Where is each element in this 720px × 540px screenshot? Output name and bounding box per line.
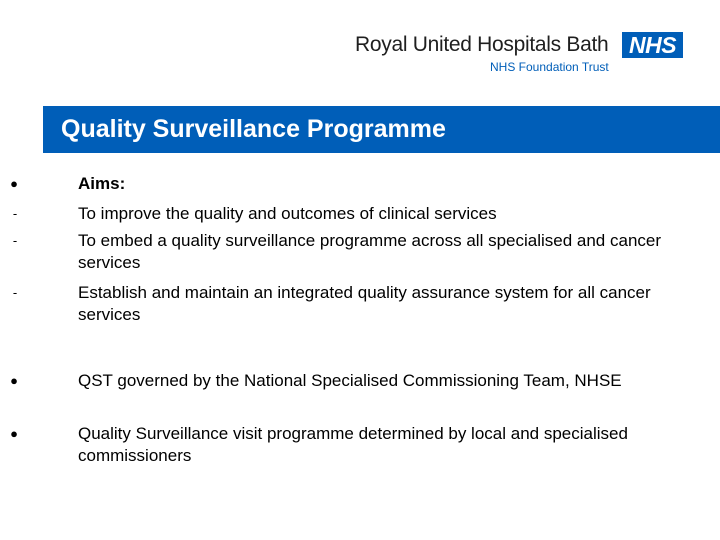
list-item-text: Establish and maintain an integrated quality assurance system for all cancer services <box>78 283 651 324</box>
list-item-text: To improve the quality and outcomes of clinical services <box>78 204 497 223</box>
bullet-marker: ● <box>10 176 18 191</box>
list-item-text: Aims: <box>78 174 126 193</box>
list-item-text: QST governed by the National Specialised Commissioning Team, NHSE <box>78 371 622 390</box>
dash-marker: - <box>12 233 18 248</box>
bullet-marker: ● <box>10 373 18 388</box>
org-logo <box>355 30 685 78</box>
dash-marker: - <box>12 206 18 221</box>
list-item-text: To embed a quality surveillance programme across all specialised and cancer services <box>78 231 662 272</box>
nhs-badge: NHS <box>622 32 683 58</box>
bullet-marker: ● <box>10 426 18 441</box>
list-item-text: Quality Surveillance visit programme determined by local and specialised commissioners <box>78 424 628 465</box>
org-subtitle: NHS Foundation Trust <box>490 60 609 74</box>
slide-title: Quality Surveillance Programme <box>61 115 446 143</box>
org-name: Royal United Hospitals Bath <box>355 33 609 56</box>
title-banner <box>43 106 720 153</box>
dash-marker: - <box>12 285 18 300</box>
